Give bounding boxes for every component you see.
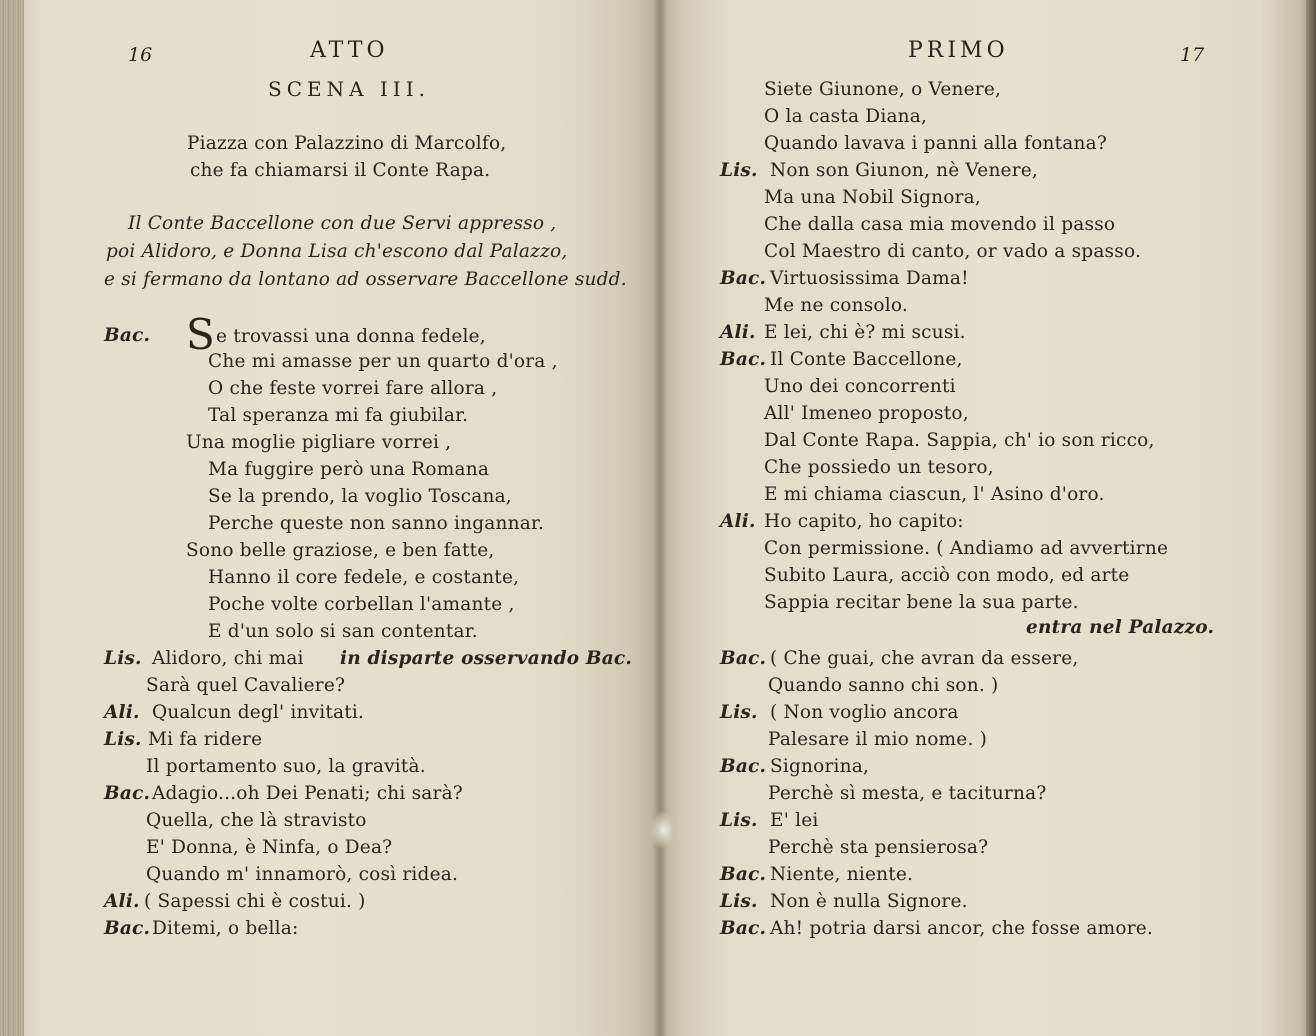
dialogue-line: Me ne consolo. <box>764 295 908 316</box>
page-edge-right <box>1306 0 1316 1036</box>
dialogue-line: Il portamento suo, la gravità. <box>146 756 426 777</box>
dialogue-line: Quella, che là stravisto <box>146 810 367 831</box>
stage-direction-line: Il Conte Baccellone con due Servi appresso , <box>128 213 557 234</box>
dialogue-line: Quando lavava i panni alla fontana? <box>764 133 1107 154</box>
dialogue-line: Niente, niente. <box>770 864 914 885</box>
dialogue-line: O la casta Diana, <box>764 106 928 127</box>
speaker-label: Bac. <box>720 268 767 289</box>
dialogue-line: All' Imeneo proposto, <box>764 403 969 424</box>
dialogue-line: Non è nulla Signore. <box>770 891 968 912</box>
speaker-label: Ali. <box>720 322 756 343</box>
dialogue-line: Con permissione. ( Andiamo ad avvertirne <box>764 538 1169 559</box>
speaker-label: Lis. <box>720 160 758 181</box>
dialogue-line: E' lei <box>770 810 819 831</box>
speaker-label: Ali. <box>720 511 756 532</box>
aria-line: Una moglie pigliare vorrei , <box>186 432 452 453</box>
dialogue-line: Ho capito, ho capito: <box>764 511 964 532</box>
aria-line: e trovassi una donna fedele, <box>215 326 486 347</box>
aria-line: E d'un solo si san contentar. <box>208 621 478 642</box>
dialogue-line: ( Sapessi chi è costui. ) <box>144 891 366 912</box>
aria-line: Che mi amasse per un quarto d'ora , <box>208 351 558 372</box>
speaker-label: Bac. <box>720 918 767 939</box>
dialogue-line: Uno dei concorrenti <box>764 376 956 397</box>
running-head-left: ATTO <box>310 38 389 63</box>
speaker-label: Ali. <box>104 702 140 723</box>
page-edges <box>0 0 24 1036</box>
aria-line: Ma fuggire però una Romana <box>208 459 490 480</box>
dialogue-line: Dal Conte Rapa. Sappia, ch' io son ricco, <box>764 430 1155 451</box>
paper-stain <box>650 812 676 848</box>
dialogue-line: Sarà quel Cavaliere? <box>146 675 346 696</box>
speaker-label: Bac. <box>104 783 151 804</box>
dialogue-line: Siete Giunone, o Venere, <box>764 79 1002 100</box>
book-gutter <box>652 0 668 1036</box>
dialogue-line: ( Che guai, che avran da essere, <box>770 648 1079 669</box>
dialogue-line: Alidoro, chi mai <box>152 648 304 669</box>
aria-line: O che feste vorrei fare allora , <box>208 378 498 399</box>
dialogue-line: Sappia recitar bene la sua parte. <box>764 592 1079 613</box>
speaker-label: Lis. <box>104 729 142 750</box>
dialogue-line: Perchè sta pensierosa? <box>768 837 989 858</box>
drop-cap: S <box>186 310 215 359</box>
aria-first-line <box>186 310 486 359</box>
exit-stage-direction: entra nel Palazzo. <box>1026 617 1215 638</box>
dialogue-line: Col Maestro di canto, or vado a spasso. <box>764 241 1142 262</box>
speaker-label: Bac. <box>104 325 151 346</box>
dialogue-line: E lei, chi è? mi scusi. <box>764 322 966 343</box>
dialogue-line: Quando m' innamorò, così ridea. <box>146 864 459 885</box>
inline-stage-direction: in disparte osservando Bac. <box>340 648 633 669</box>
dialogue-line: Che dalla casa mia movendo il passo <box>764 214 1116 235</box>
dialogue-line: Palesare il mio nome. ) <box>768 729 988 750</box>
speaker-label: Bac. <box>104 918 151 939</box>
speaker-label: Lis. <box>104 648 142 669</box>
aria-line: Tal speranza mi fa giubilar. <box>208 405 469 426</box>
dialogue-line: Signorina, <box>770 756 870 777</box>
aria-line: Hanno il core fedele, e costante, <box>208 567 520 588</box>
dialogue-line: Non son Giunon, nè Venere, <box>770 160 1038 181</box>
dialogue-line: Il Conte Baccellone, <box>770 349 963 370</box>
speaker-label: Bac. <box>720 349 767 370</box>
dialogue-line: Virtuosissima Dama! <box>770 268 969 289</box>
dialogue-line: Mi fa ridere <box>148 729 263 750</box>
page-number-right: 17 <box>1180 44 1205 66</box>
dialogue-line: Perchè sì mesta, e taciturna? <box>768 783 1047 804</box>
dialogue-line: E' Donna, è Ninfa, o Dea? <box>146 837 393 858</box>
dialogue-line: Ma una Nobil Signora, <box>764 187 981 208</box>
speaker-label: Ali. <box>104 891 140 912</box>
aria-line: Perche queste non sanno ingannar. <box>208 513 545 534</box>
dialogue-line: Subito Laura, acciò con modo, ed arte <box>764 565 1130 586</box>
dialogue-line: Quando sanno chi son. ) <box>768 675 999 696</box>
right-page <box>660 0 1316 1036</box>
setting-line: che fa chiamarsi il Conte Rapa. <box>190 160 491 181</box>
speaker-label: Lis. <box>720 810 758 831</box>
running-head-right: PRIMO <box>908 38 1009 63</box>
speaker-label: Bac. <box>720 648 767 669</box>
dialogue-line: ( Non voglio ancora <box>770 702 959 723</box>
page-number-left: 16 <box>128 44 153 66</box>
dialogue-line: Ah! potria darsi ancor, che fosse amore. <box>770 918 1153 939</box>
stage-direction-line: e si fermano da lontano ad osservare Baccellone sudd. <box>104 269 627 290</box>
dialogue-line: Ditemi, o bella: <box>152 918 299 939</box>
dialogue-line: Adagio...oh Dei Penati; chi sarà? <box>152 783 463 804</box>
speaker-label: Lis. <box>720 891 758 912</box>
setting-line: Piazza con Palazzino di Marcolfo, <box>187 133 507 154</box>
dialogue-line: E mi chiama ciascun, l' Asino d'oro. <box>764 484 1105 505</box>
aria-line: Se la prendo, la voglio Toscana, <box>208 486 512 507</box>
speaker-label: Bac. <box>720 756 767 777</box>
dialogue-line: Che possiedo un tesoro, <box>764 457 994 478</box>
aria-line: Poche volte corbellan l'amante , <box>208 594 515 615</box>
dialogue-line: Qualcun degl' invitati. <box>152 702 365 723</box>
scene-title: SCENA III. <box>268 77 430 101</box>
speaker-label: Lis. <box>720 702 758 723</box>
stage-direction-line: poi Alidoro, e Donna Lisa ch'escono dal Palazzo, <box>106 241 568 262</box>
speaker-label: Bac. <box>720 864 767 885</box>
aria-line: Sono belle graziose, e ben fatte, <box>186 540 495 561</box>
